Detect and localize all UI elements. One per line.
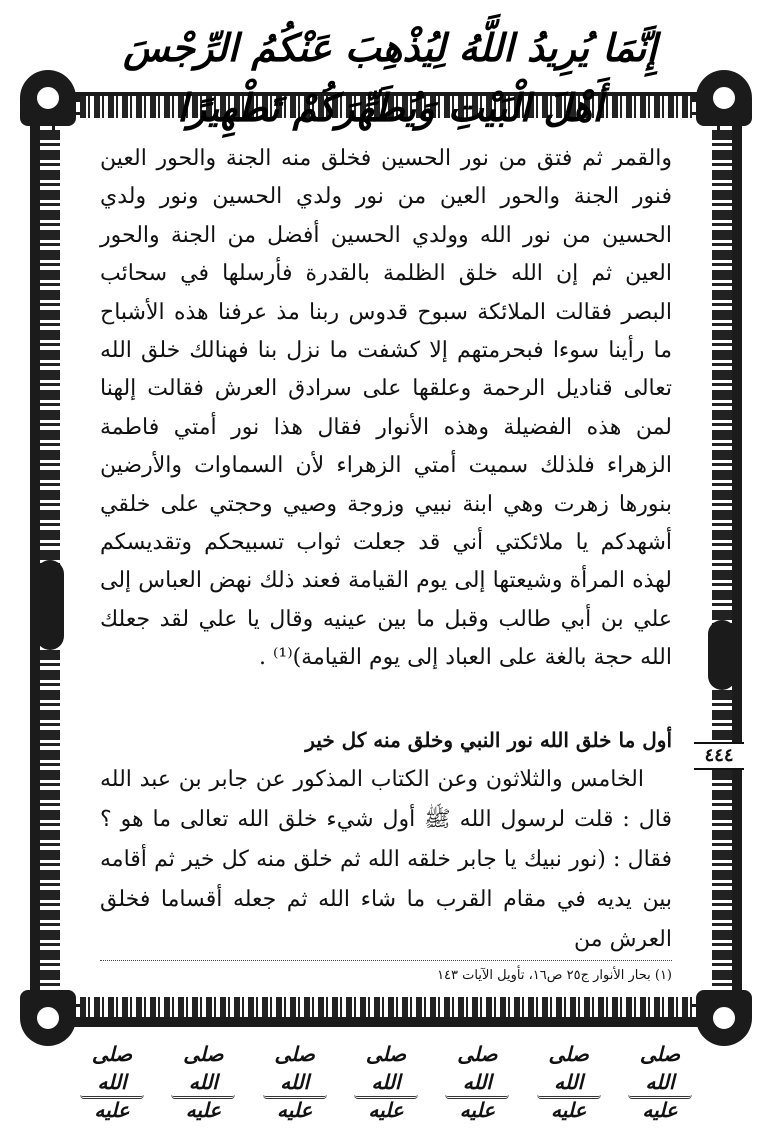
frame-corner-ornament [20, 70, 76, 126]
salawat-calligraphy: صلى الله عليه [263, 1040, 327, 1099]
footnote-divider [100, 960, 672, 961]
salawat-calligraphy: صلى الله عليه [171, 1040, 235, 1099]
frame-side-ornament [36, 560, 64, 650]
frame-right-bar [712, 130, 732, 990]
body-paragraph: والقمر ثم فتق من نور الحسين فخلق منه الجنة والحور العين فنور الجنة والحور العين من نور ولدي الحسين ونور ولدي الحسين من نور الله وولدي الحسين أفضل من الجنة والحور العين ثم إن الله خلق الظلمة بالقدرة فأرسلها في سحائب البصر فقالت الملائكة سبوح قدوس ربنا مذ عرفنا هذه الأشباح ما رأينا سوءا فبحرمتهم إلا كشفت ما نزل بنا فهنالك خلق الله تعالى قناديل الرحمة وعلقها على سرادق العرش فقالت إلهنا لمن هذه الفضيلة وهذه الأنوار فقال هذا نور أمتي فاطمة الزهراء فلذلك سميت أمتي الزهراء لأن السماوات والأرضين بنورها زهرت وهي ابنة نبيي وزوجة وصيي وحجتي على خلقي أشهدكم يا ملائكتي أني قد جعلت ثواب تسبيحكم وتقديسكم لهذه المرأة وشيعتها إلى يوم القيامة فعند ذلك نهض العباس إلى علي بن أبي طالب وقبل ما بين عينيه وقال يا علي لقد جعلك الله حجة بالغة على العباد إلى يوم القيامة)⁽¹⁾ . [100, 146, 672, 671]
footer-ornament-row [80, 1040, 692, 1122]
frame-corner-ornament [20, 990, 76, 1046]
salawat-calligraphy: صلى الله عليه [537, 1040, 601, 1099]
section-heading: أول ما خلق الله نور النبي وخلق منه كل خير [305, 727, 672, 752]
salawat-calligraphy: صلى الله عليه [354, 1040, 418, 1099]
salawat-calligraphy: صلى الله عليه [628, 1040, 692, 1099]
page-number: ٤٤٤ [694, 742, 744, 770]
salawat-calligraphy: صلى الله عليه [445, 1040, 509, 1099]
frame-corner-ornament [696, 990, 752, 1046]
main-text [100, 140, 672, 960]
header-calligraphy: إِنَّمَا يُرِيدُ اللَّهُ لِيُذْهِبَ عَنْكُمُ الرِّجْسَ أَهْلَ الْبَيْتِ وَيُطَهِّرَكُمْ تَطْهِيرًا [123, 25, 657, 130]
frame-bottom-bar [80, 997, 692, 1017]
footnote: (١) بحار الأنوار ج٢٥ ص١٦، تأويل الآيات ١٤٣ [437, 968, 672, 983]
frame-side-ornament [708, 620, 736, 690]
frame-corner-ornament [696, 70, 752, 126]
body-paragraph: الخامس والثلاثون وعن الكتاب المذكور عن جابر بن عبد الله قال : قلت لرسول الله ﷺ أول شيء خلق الله تعالى ما هو ؟ فقال : (نور نبيك يا جابر خلقه الله ثم خلق منه كل خير ثم أقامه بين يديه في مقام القرب ما شاء الله ثم جعله أقساما فخلق العرش من [100, 766, 672, 952]
salawat-calligraphy: صلى الله عليه [80, 1040, 144, 1099]
